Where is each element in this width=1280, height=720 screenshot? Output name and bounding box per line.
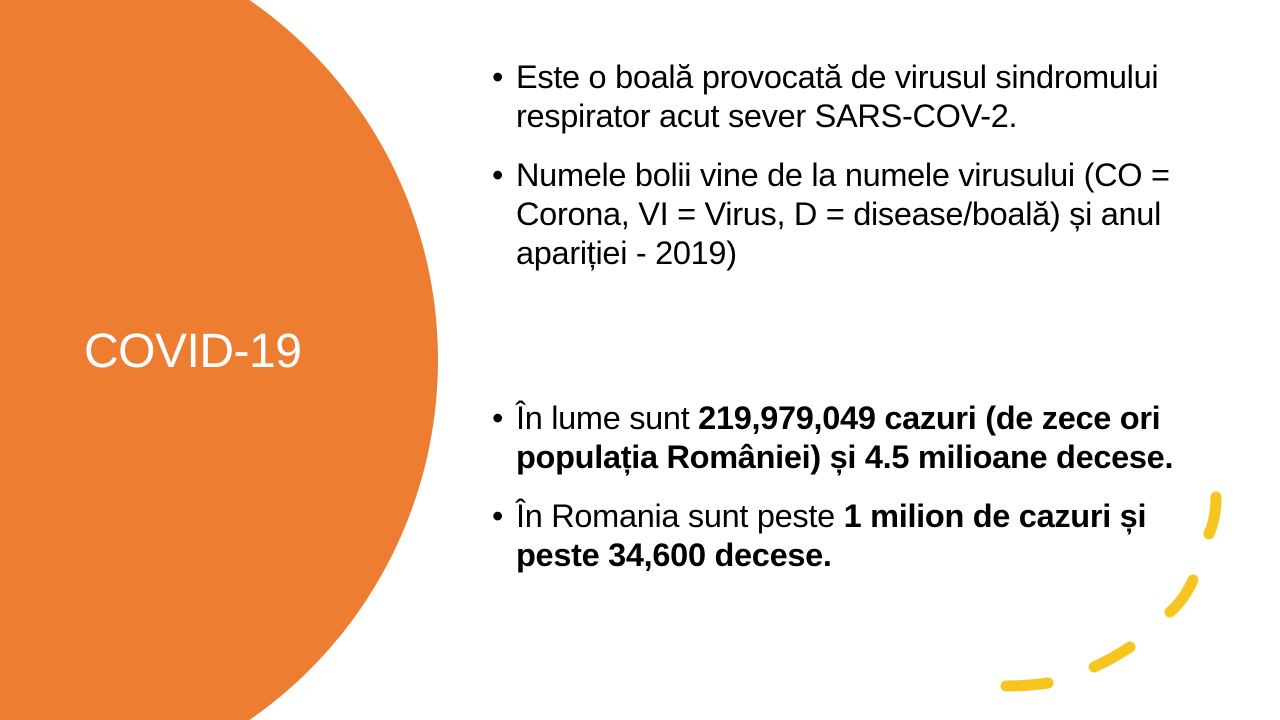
bullet-text: Numele bolii vine de la numele virusului (CO = Corona, VI = Virus, D = disease/boală) și anul apariției - 2019) [516, 157, 1170, 271]
dash-stroke [1094, 647, 1130, 667]
bullet-dot-icon: • [492, 157, 504, 193]
dash-stroke [1209, 497, 1216, 534]
slide-title: COVID-19 [84, 325, 302, 378]
bullet-text: Este o boală provocată de virusul sindromului respirator acut sever SARS-COV-2. [516, 59, 1159, 134]
bullet-bold-text: 219,979,049 cazuri (de zece ori populația României) și 4.5 milioane decese. [516, 400, 1174, 475]
bullet-dot-icon: • [492, 498, 504, 534]
bullet-text: În Romania sunt peste [516, 498, 844, 534]
dash-stroke [1006, 683, 1048, 686]
bullet-dot-icon: • [492, 59, 504, 95]
dash-stroke [1170, 580, 1193, 612]
bullet-bold-text: 1 milion de cazuri și peste 34,600 decese. [516, 498, 1147, 573]
bullet-text: În lume sunt [516, 400, 699, 436]
dash-strokes [1006, 497, 1216, 686]
bullet-dot-icon: • [492, 400, 504, 436]
